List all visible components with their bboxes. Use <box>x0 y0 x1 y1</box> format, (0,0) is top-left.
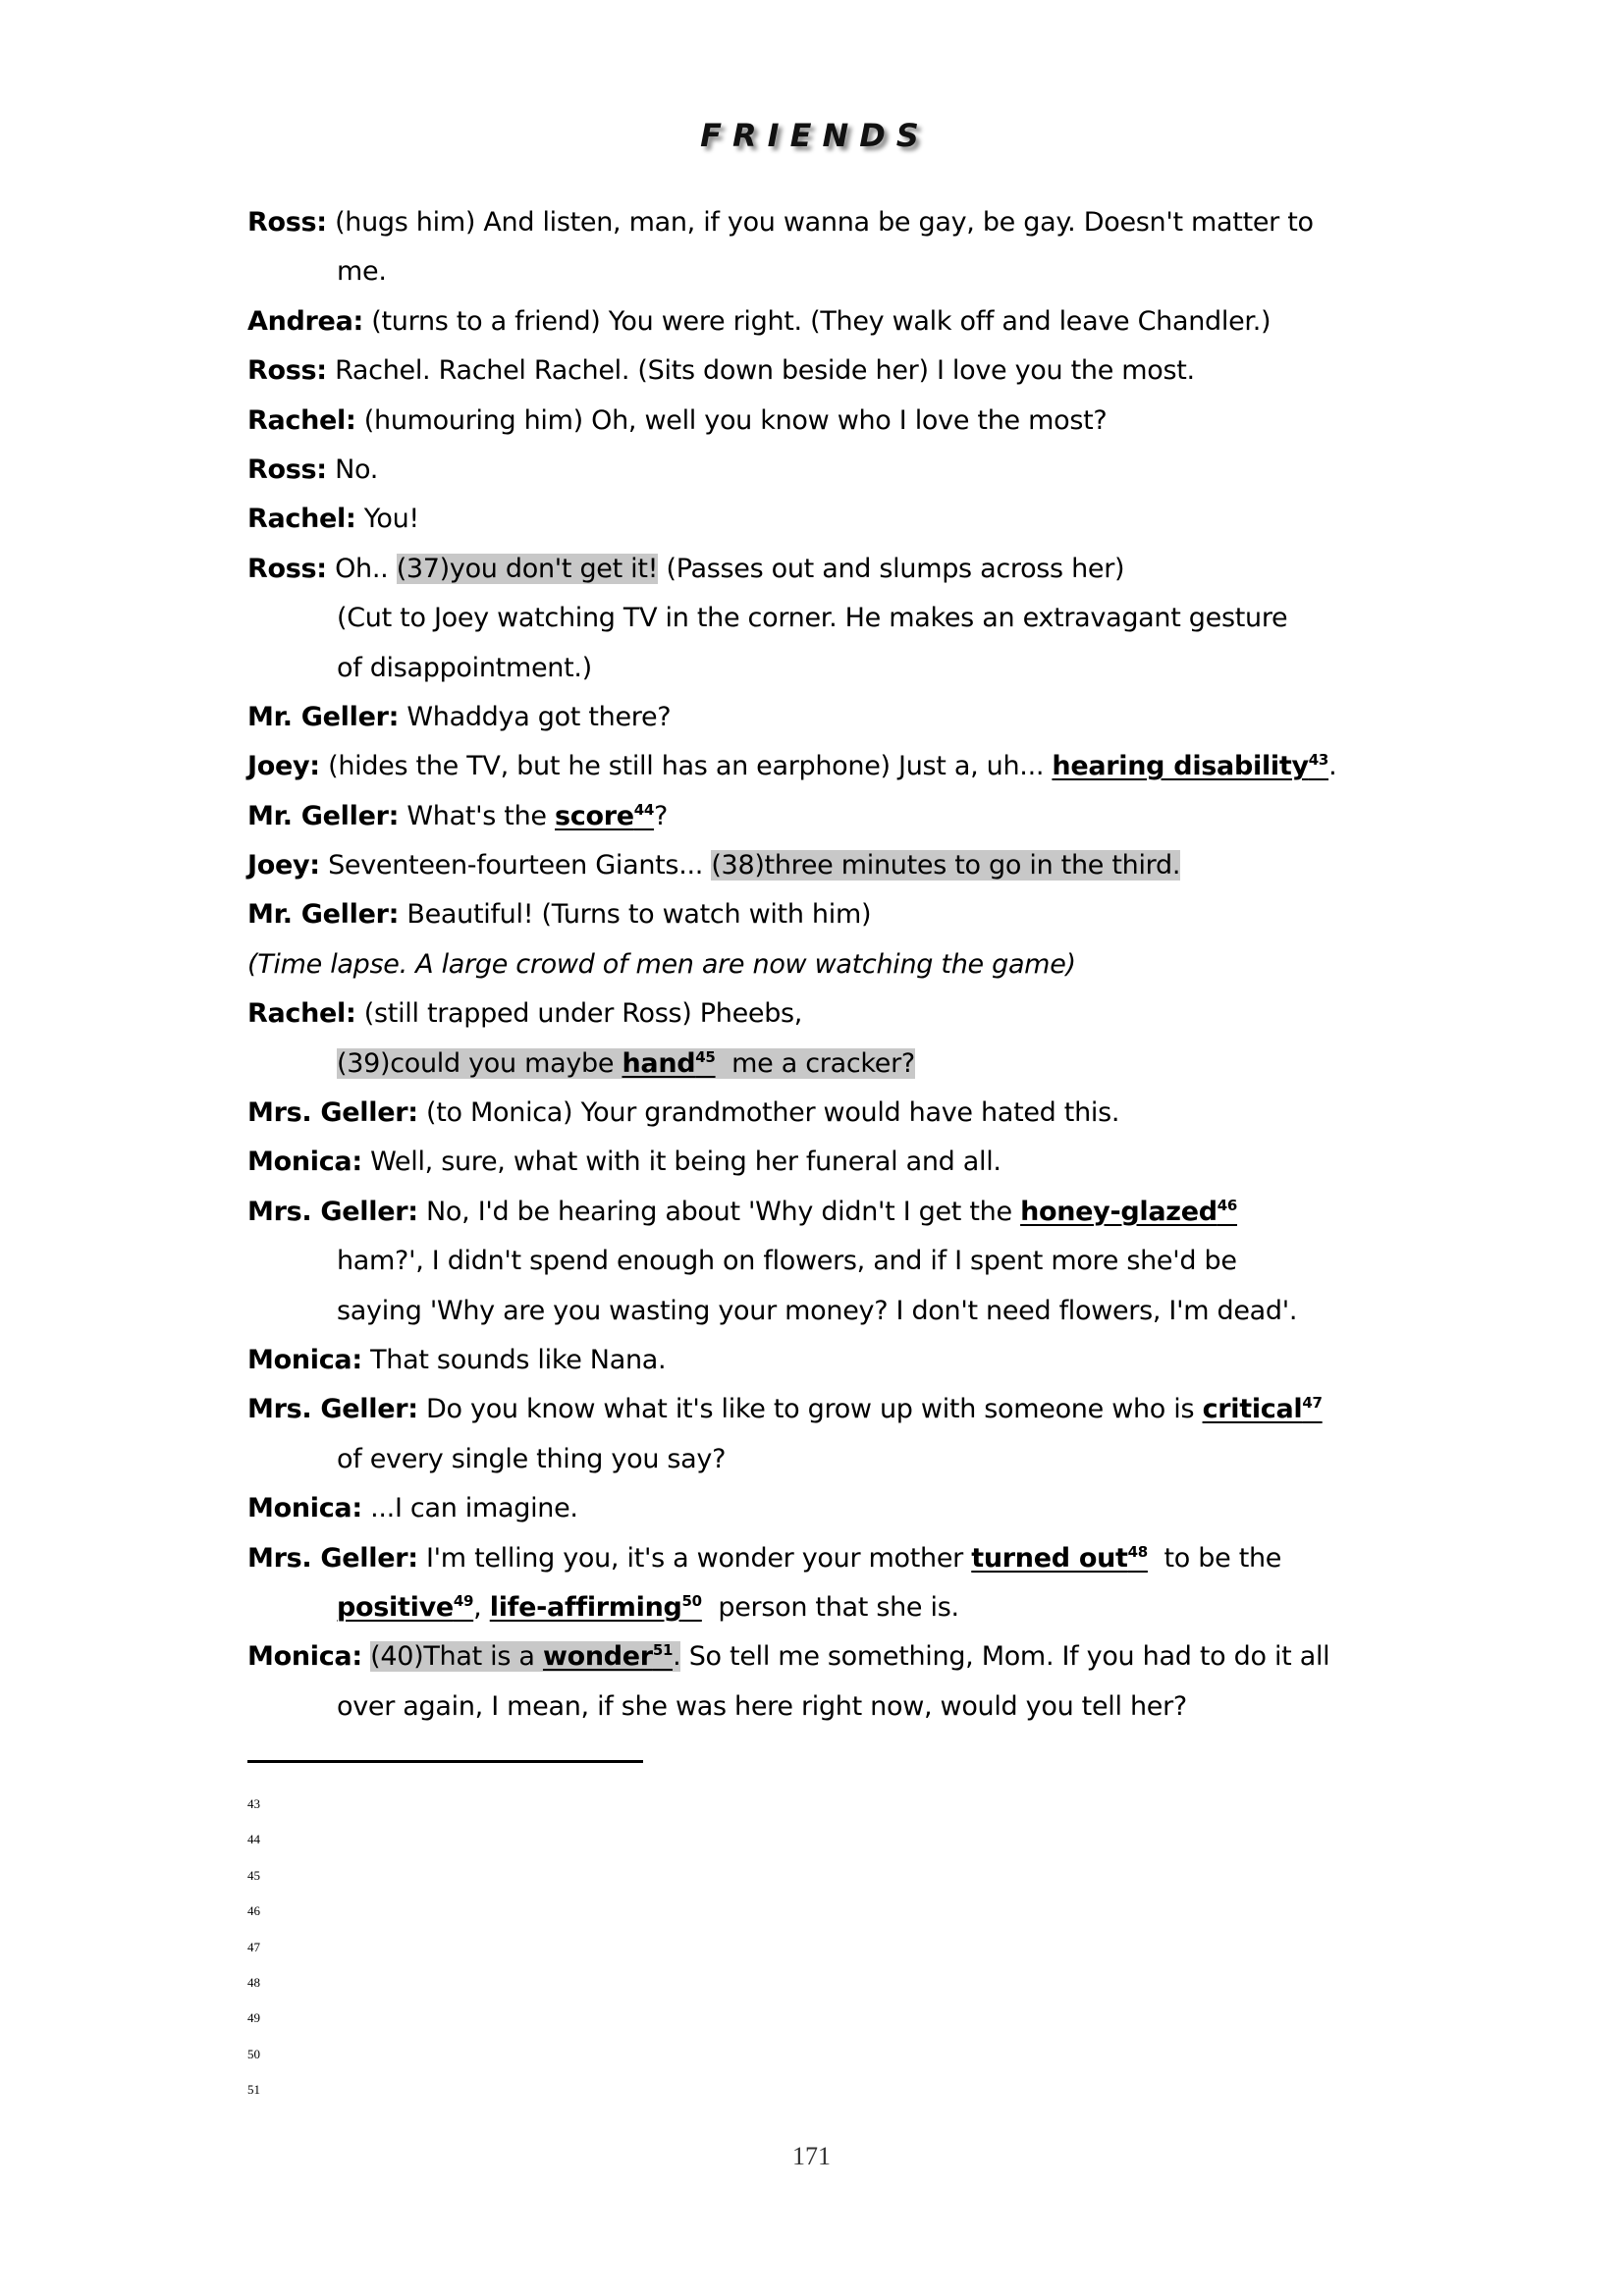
dialogue-text: Do you know what it's like to grow up with someone who is <box>417 1394 1203 1425</box>
dialogue-text: . <box>673 1641 681 1673</box>
stage-direction: (Time lapse. A large crowd of men are now watching the game) <box>247 948 1076 980</box>
dialogue-text: Oh.. <box>326 553 397 584</box>
footnote-number: 50 <box>247 2046 260 2061</box>
speaker-name: Ross: <box>247 355 327 387</box>
term-text: hearing disability <box>1052 751 1309 782</box>
term-text: critical <box>1202 1394 1303 1425</box>
dialogue-text: (hides the TV, but he still has an earphone) Just a, uh... <box>319 751 1053 782</box>
dialogue-line <box>247 545 1524 594</box>
speaker-name: Mr. Geller: <box>247 701 400 732</box>
dialogue-line <box>247 989 1524 1039</box>
footnotes <box>247 1787 260 2109</box>
footnote-ref[interactable]: 44 <box>633 800 655 819</box>
term-text: hand <box>622 1047 696 1079</box>
dialogue-text: (humouring him) Oh, well you know who I love the most? <box>355 404 1108 436</box>
dialogue-text: over again, I mean, if she was here right now, would you tell her? <box>337 1690 1187 1722</box>
dialogue-text: saying 'Why are you wasting your money? I don't need flowers, I'm dead'. <box>337 1295 1298 1326</box>
vocabulary-term <box>555 801 654 831</box>
speaker-name: Andrea: <box>247 305 363 337</box>
dialogue-text: (39)could you maybe <box>337 1047 622 1079</box>
footnote-ref[interactable]: 51 <box>652 1641 674 1660</box>
vocabulary-term <box>971 1543 1148 1574</box>
term-text: wonder <box>542 1641 653 1673</box>
footnote-number: 45 <box>247 1867 260 1883</box>
speaker-name: Monica: <box>247 1493 362 1524</box>
dialogue-line <box>247 446 1524 495</box>
footnote-ref[interactable]: 43 <box>1308 751 1329 770</box>
vocabulary-term <box>1052 751 1328 781</box>
dialogue-line <box>247 1583 1524 1632</box>
dialogue-text: person that she is. <box>701 1591 959 1623</box>
dialogue-line <box>247 1435 1524 1484</box>
speaker-name: Joey: <box>247 751 320 782</box>
term-text: turned out <box>971 1542 1128 1574</box>
dialogue-text: (turns to a friend) You were right. (They walk off and leave Chandler.) <box>363 305 1271 337</box>
dialogue-line <box>247 1385 1524 1434</box>
dialogue-text: me. <box>337 256 387 288</box>
dialogue-text: Whaddya got there? <box>399 701 672 732</box>
footnote-ref[interactable]: 49 <box>453 1591 474 1610</box>
dialogue-text: (still trapped under Ross) Pheebs, <box>355 998 803 1030</box>
dialogue-text: ...I can imagine. <box>361 1493 578 1524</box>
dialogue-line <box>247 247 1524 296</box>
speaker-name: Mr. Geller: <box>247 899 400 931</box>
dialogue-line <box>247 1138 1524 1187</box>
speaker-name: Joey: <box>247 850 320 881</box>
term-text: honey-glazed <box>1020 1196 1217 1227</box>
footnote-number: 49 <box>247 2010 260 2026</box>
dialogue-text: (37)you don't get it! <box>396 553 659 584</box>
dialogue-line <box>247 1632 1524 1682</box>
dialogue-text: Beautiful! (Turns to watch with him) <box>399 899 872 931</box>
dialogue-text: of every single thing you say? <box>337 1443 727 1474</box>
dialogue-line <box>247 347 1524 396</box>
speaker-name: Ross: <box>247 454 327 485</box>
dialogue-text: Well, sure, what with it being her funeral and all. <box>361 1147 1001 1178</box>
speaker-name: Mrs. Geller: <box>247 1542 418 1574</box>
dialogue-text: me a cracker? <box>715 1047 915 1079</box>
vocabulary-term <box>490 1592 702 1623</box>
dialogue-text: (Passes out and slumps across her) <box>658 553 1125 584</box>
dialogue-text: (40)That is a <box>370 1641 543 1673</box>
dialogue-text: No. <box>326 454 378 485</box>
dialogue-text: I'm telling you, it's a wonder your mother <box>417 1542 972 1574</box>
vocabulary-term <box>1020 1197 1237 1227</box>
dialogue-line <box>247 1534 1524 1583</box>
speaker-name: Mrs. Geller: <box>247 1097 418 1129</box>
dialogue-line <box>247 397 1524 446</box>
footnote-number: 48 <box>247 1974 260 1990</box>
speaker-name: Mr. Geller: <box>247 800 400 831</box>
dialogue-line <box>247 1484 1524 1533</box>
dialogue-line <box>247 890 1524 939</box>
dialogue-line <box>247 693 1524 742</box>
vocabulary-term <box>337 1592 473 1623</box>
dialogue-line <box>247 198 1524 247</box>
footnote-number: 44 <box>247 1832 260 1847</box>
footnote-ref[interactable]: 46 <box>1217 1196 1238 1214</box>
dialogue-line <box>247 495 1524 544</box>
speaker-name: Rachel: <box>247 504 356 535</box>
speaker-name: Ross: <box>247 207 327 238</box>
dialogue-line <box>247 1237 1524 1286</box>
dialogue-line <box>247 1040 1524 1089</box>
dialogue-text: (to Monica) Your grandmother would have hated this. <box>417 1097 1120 1129</box>
dialogue-text: Rachel. Rachel Rachel. (Sits down beside her) I love you the most. <box>326 355 1195 387</box>
footnote-ref[interactable]: 45 <box>695 1047 716 1066</box>
dialogue-text <box>362 1641 370 1672</box>
dialogue-text: ? <box>654 800 669 831</box>
vocabulary-term <box>543 1641 673 1672</box>
speaker-name: Mrs. Geller: <box>247 1196 418 1227</box>
vocabulary-term <box>1203 1394 1323 1424</box>
dialogue-line <box>247 644 1524 693</box>
dialogue-text: Seventeen-fourteen Giants... <box>319 850 712 881</box>
dialogue-line <box>247 1089 1524 1138</box>
dialogue-text: , <box>473 1591 490 1623</box>
speaker-name: Mrs. Geller: <box>247 1394 418 1425</box>
dialogue-text: ham?', I didn't spend enough on flowers, and if I spent more she'd be <box>337 1246 1237 1277</box>
dialogue-line <box>247 297 1524 347</box>
dialogue-text: No, I'd be hearing about 'Why didn't I get the <box>417 1196 1021 1227</box>
speaker-name: Monica: <box>247 1641 362 1673</box>
dialogue-text: You! <box>355 504 419 535</box>
footnote-number: 51 <box>247 2082 260 2098</box>
dialogue-line <box>247 792 1524 841</box>
dialogue-text: So tell me something, Mom. If you had to do it all <box>680 1641 1330 1673</box>
dialogue-line <box>247 1682 1524 1732</box>
term-text: life-affirming <box>489 1591 682 1623</box>
dialogue-line <box>247 594 1524 643</box>
term-text: positive <box>337 1591 454 1623</box>
dialogue-line <box>247 841 1524 890</box>
footnote-ref[interactable]: 48 <box>1127 1542 1148 1561</box>
dialogue-line <box>247 742 1524 791</box>
footnote-separator <box>247 1760 643 1763</box>
dialogue-text: What's the <box>399 800 555 831</box>
dialogue-line <box>247 940 1524 989</box>
speaker-name: Monica: <box>247 1147 362 1178</box>
speaker-name: Rachel: <box>247 404 356 436</box>
speaker-name: Rachel: <box>247 998 356 1030</box>
dialogue-text: (Cut to Joey watching TV in the corner. He makes an extravagant gesture <box>337 603 1288 634</box>
script-dialogue <box>247 198 1524 1732</box>
dialogue-line <box>247 1287 1524 1336</box>
page-number: 171 <box>792 2142 831 2170</box>
dialogue-line <box>247 1188 1524 1237</box>
term-text: score <box>555 800 634 831</box>
dialogue-text: (hugs him) And listen, man, if you wanna be gay, be gay. Doesn't matter to <box>326 207 1314 238</box>
vocabulary-term <box>622 1048 715 1079</box>
dialogue-text: (38)three minutes to go in the third. <box>711 850 1181 881</box>
dialogue-text: of disappointment.) <box>337 652 592 683</box>
dialogue-text: to be the <box>1147 1542 1282 1574</box>
footnote-number: 47 <box>247 1939 260 1954</box>
friends-logo: FRIENDS <box>700 117 930 154</box>
dialogue-line <box>247 1336 1524 1385</box>
footnote-number: 43 <box>247 1796 260 1811</box>
speaker-name: Ross: <box>247 553 327 584</box>
footnote-ref[interactable]: 50 <box>681 1591 702 1610</box>
dialogue-text: . <box>1328 751 1337 782</box>
footnote-number: 46 <box>247 1903 260 1919</box>
dialogue-text: That sounds like Nana. <box>361 1344 667 1375</box>
footnote-ref[interactable]: 47 <box>1302 1394 1323 1413</box>
speaker-name: Monica: <box>247 1344 362 1375</box>
